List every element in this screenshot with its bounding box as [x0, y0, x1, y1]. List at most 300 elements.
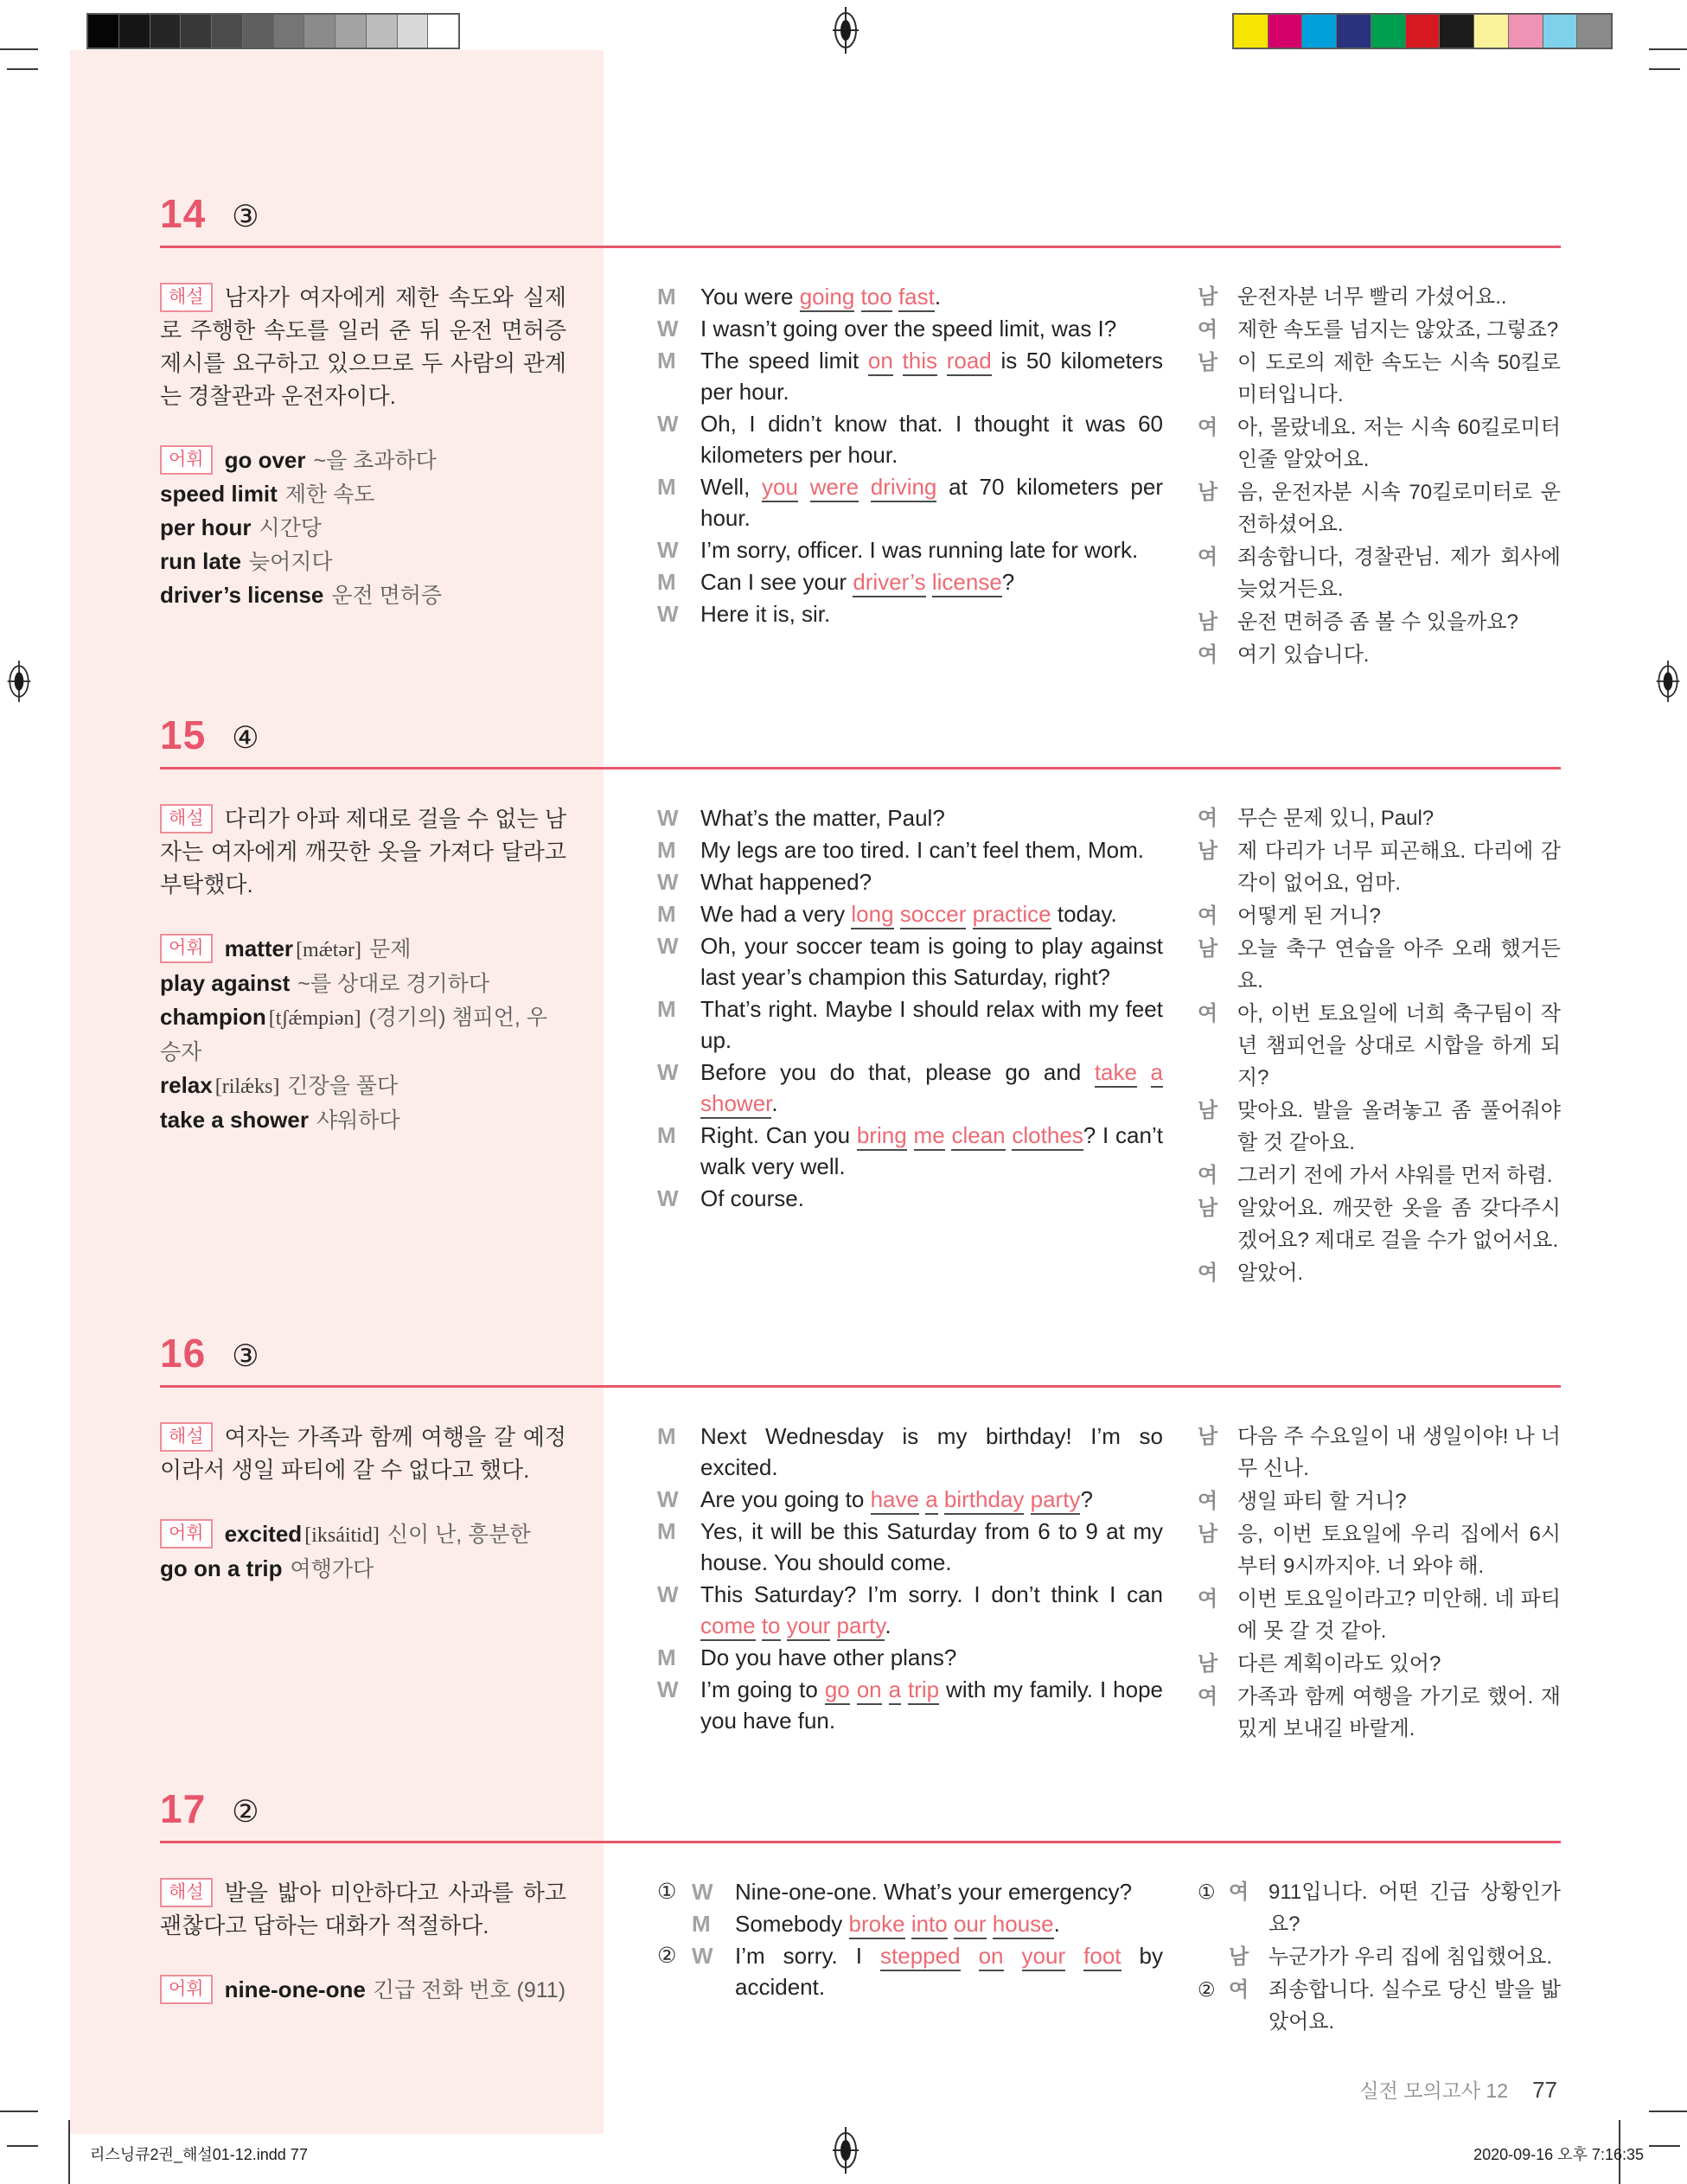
vocab-label: 어휘	[160, 1519, 213, 1549]
translation-line	[1198, 347, 1561, 411]
section-divider	[160, 1841, 1561, 1843]
translation-line	[1198, 1257, 1561, 1289]
speaker-label: M	[657, 1423, 676, 1449]
cloze-answer-word: shower	[700, 1090, 771, 1119]
translation-text: 이 도로의 제한 속도는 시속 50킬로미터입니다.	[1237, 351, 1561, 406]
cloze-answer-word: on	[857, 1676, 882, 1705]
vocab-entry	[160, 548, 333, 574]
vocab-row	[160, 477, 566, 511]
explanation-text: 해설 다리가 아파 제대로 걸을 수 없는 남자는 여자에게 깨끗한 옷을 가져다 달라고 부탁했다.	[160, 806, 566, 897]
vocab-row	[160, 1517, 566, 1552]
vocab-gloss: 늦어지다	[248, 550, 333, 574]
translation-text: 음, 운전자분 시속 70킬로미터로 운전하셨어요.	[1237, 481, 1561, 536]
dialogue-text: This Saturday? I’m sorry. I don’t think I can come to your party.	[700, 1579, 1163, 1641]
translation-text: 다음 주 수요일이 내 생일이야! 나 너무 신나.	[1237, 1425, 1561, 1480]
footer-print-timestamp: 2020-09-16 오후 7:16:35	[1473, 2146, 1644, 2163]
choice-number: ②	[1198, 1978, 1216, 2001]
grayscale-cell	[119, 15, 150, 48]
speaker-label-korean: 여	[1198, 807, 1218, 830]
vocab-row	[160, 932, 566, 967]
answer-badge: ③	[232, 1339, 259, 1373]
section-number: 16	[160, 1331, 207, 1376]
vocab-label: 어휘	[160, 1975, 213, 2004]
answer-badge: ②	[232, 1795, 259, 1829]
dialogue-text: The speed limit on this road is 50 kilometers per hour.	[700, 348, 1163, 405]
registration-mark-bottom	[830, 2127, 861, 2174]
translation-line	[1198, 998, 1561, 1094]
cloze-answer-word: me	[914, 1122, 945, 1151]
cloze-answer-word: our	[954, 1911, 987, 1939]
speaker-label-korean: 여	[1198, 1002, 1218, 1025]
grayscale-cell	[181, 15, 211, 48]
dialogue-line	[657, 802, 1163, 833]
grayscale-cell	[88, 15, 118, 48]
vocab-row	[160, 444, 566, 477]
explain-label: 해설	[160, 1422, 213, 1452]
speaker-label-korean: 남	[1198, 1652, 1218, 1676]
translation-text: 운전자분 너무 빨리 가셨어요..	[1237, 285, 1507, 309]
dialogue-column	[657, 802, 1163, 1215]
vocab-row	[160, 1103, 566, 1137]
choice-number: ①	[657, 1880, 677, 1904]
vocab-entry	[160, 1072, 398, 1098]
vocab-phonetic: [iksáitid]	[304, 1524, 380, 1547]
cloze-answer-word: road	[947, 348, 992, 376]
color-cell	[1406, 15, 1440, 48]
cloze-answer-word: soccer	[900, 901, 967, 929]
cloze-answer-word: broke	[849, 1911, 905, 1939]
vocab-entry	[160, 514, 322, 540]
vocab-entry	[160, 1555, 374, 1581]
vocab-row	[160, 1973, 566, 2007]
translation-column	[1198, 802, 1561, 1290]
translation-line	[1198, 1941, 1561, 1973]
dialogue-text: I’m going to go on a trip with my family. I hope you have fun.	[700, 1676, 1163, 1734]
section-14	[160, 187, 1561, 672]
dialogue-line	[657, 345, 1163, 407]
speaker-label: W	[692, 1879, 713, 1905]
translation-column	[1198, 281, 1561, 672]
translation-line	[1198, 802, 1561, 834]
translation-text: 무슨 문제 있니, Paul?	[1237, 807, 1435, 830]
vocab-term: take a shower	[160, 1107, 309, 1133]
trim-mark	[7, 68, 38, 70]
vocab-label: 어휘	[160, 934, 213, 963]
cloze-answer-word: to	[762, 1612, 781, 1641]
speaker-label-korean: 여	[1198, 1685, 1218, 1708]
cloze-answer-word: birthday	[944, 1486, 1025, 1515]
cloze-answer-word: have	[871, 1486, 919, 1515]
dialogue-line	[657, 834, 1163, 865]
speaker-label: M	[657, 284, 676, 310]
color-cell	[1440, 15, 1473, 48]
vocab-term: go over	[224, 447, 306, 473]
speaker-label: M	[657, 1518, 676, 1544]
cloze-answer-word: clean	[951, 1122, 1005, 1151]
cloze-answer-word: take	[1095, 1059, 1137, 1088]
translation-text: 누군가가 우리 집에 침입했어요.	[1268, 1945, 1553, 1969]
translation-line	[1198, 933, 1561, 997]
translation-line	[1198, 639, 1561, 671]
cloze-answer-word: going	[800, 284, 855, 312]
trim-mark	[1649, 68, 1680, 70]
speaker-label-korean: 여	[1198, 318, 1218, 342]
speaker-label-korean: 여	[1198, 904, 1218, 928]
translation-line	[1198, 1192, 1561, 1256]
translation-line	[1198, 281, 1561, 313]
cloze-answer-word: a	[1151, 1059, 1163, 1088]
trim-mark	[0, 2111, 38, 2112]
vocab-row	[160, 1552, 566, 1586]
cloze-answer-word: into	[911, 1911, 948, 1939]
cloze-answer-word: long	[851, 901, 893, 929]
answer-key-sections	[160, 187, 1561, 2104]
vocab-row	[160, 967, 566, 1000]
speaker-label: M	[657, 996, 676, 1022]
registration-mark-top	[830, 7, 861, 54]
section-number: 14	[160, 191, 207, 236]
explanation-column	[160, 1876, 566, 2007]
dialogue-text: Here it is, sir.	[700, 601, 831, 627]
cloze-answer-word: a	[925, 1486, 937, 1515]
cloze-answer-word: fast	[898, 284, 935, 312]
translation-line	[1198, 1974, 1561, 2038]
dialogue-line	[657, 534, 1163, 565]
speaker-label-korean: 여	[1198, 1164, 1218, 1187]
translation-text: 911입니다. 어떤 긴급 상황인가요?	[1268, 1881, 1561, 1936]
dialogue-text: What happened?	[700, 869, 872, 895]
speaker-label-korean: 남	[1198, 1425, 1218, 1448]
cloze-answer-word: stepped	[880, 1943, 961, 1971]
explanation-column	[160, 802, 566, 1137]
trim-mark	[68, 2120, 70, 2184]
translation-line	[1198, 1648, 1561, 1680]
vocab-gloss: 신이 난, 흥분한	[387, 1523, 531, 1547]
translation-text: 죄송합니다. 실수로 당신 발을 밟았어요.	[1268, 1978, 1561, 2034]
translation-line	[1198, 412, 1561, 476]
color-calibration-bar	[1232, 13, 1613, 49]
vocab-entry	[225, 1521, 531, 1547]
trim-mark	[1649, 48, 1687, 50]
choice-number: ②	[657, 1944, 677, 1968]
vocab-term: run late	[160, 548, 241, 574]
speaker-label: M	[657, 348, 676, 374]
vocab-term: go on a trip	[160, 1555, 283, 1581]
cloze-answer-word: party	[1031, 1486, 1081, 1515]
translation-line	[1198, 900, 1561, 932]
translation-line	[1198, 1583, 1561, 1647]
speaker-label-korean: 여	[1198, 416, 1218, 439]
cloze-answer-word: on	[979, 1943, 1004, 1971]
speaker-label: W	[692, 1943, 713, 1969]
vocab-term: speed limit	[160, 481, 278, 507]
dialogue-line	[657, 1908, 1163, 1939]
translation-line	[1198, 476, 1561, 540]
dialogue-text: That’s right. Maybe I should relax with my feet up.	[700, 996, 1163, 1053]
vocab-gloss: 시간당	[259, 516, 322, 540]
registration-mark-left	[5, 661, 33, 702]
cloze-answer-word: license	[932, 569, 1002, 597]
dialogue-text: Next Wednesday is my birthday! I’m so excited.	[700, 1423, 1163, 1480]
dialogue-line	[657, 1642, 1163, 1673]
grayscale-calibration-bar	[86, 13, 460, 49]
grayscale-cell	[428, 15, 458, 48]
vocabulary-list	[160, 444, 566, 612]
vocab-row	[160, 1000, 566, 1069]
dialogue-text: Nine-one-one. What’s your emergency?	[735, 1879, 1133, 1905]
dialogue-text: I wasn’t going over the speed limit, was I?	[700, 316, 1117, 342]
dialogue-text: Somebody broke into our house.	[735, 1908, 1163, 1939]
cloze-answer-word: this	[903, 348, 937, 376]
translation-line	[1198, 1485, 1561, 1517]
grayscale-cell	[304, 15, 335, 48]
speaker-label-korean: 여	[1198, 1261, 1218, 1285]
vocab-row	[160, 511, 566, 545]
color-cell	[1302, 15, 1336, 48]
vocab-entry	[225, 1976, 566, 2002]
dialogue-text: Yes, it will be this Saturday from 6 to 9 at my house. You should come.	[700, 1518, 1163, 1575]
grayscale-cell	[243, 15, 273, 48]
translation-line	[1198, 835, 1561, 899]
vocab-gloss: 여행가다	[290, 1557, 374, 1581]
vocab-gloss: ~을 초과하다	[313, 449, 437, 473]
cloze-answer-word: come	[700, 1612, 756, 1641]
translation-text: 오늘 축구 연습을 아주 오래 했거든요.	[1237, 937, 1561, 993]
speaker-label-korean: 남	[1229, 1945, 1249, 1969]
book-section-label: 실전 모의고사 12	[1359, 2079, 1509, 2102]
cloze-answer-word: too	[861, 284, 892, 312]
cloze-answer-word: bring	[857, 1122, 907, 1151]
explanation-text: 해설 여자는 가족과 함께 여행을 갈 예정이라서 생일 파티에 갈 수 없다고 했다.	[160, 1424, 566, 1483]
choice-number	[657, 1908, 692, 1939]
dialogue-line	[657, 993, 1163, 1056]
vocab-entry	[160, 1004, 547, 1064]
speaker-label-korean: 남	[1198, 610, 1218, 634]
color-cell	[1268, 15, 1302, 48]
cloze-answer-word: driving	[871, 474, 937, 502]
dialogue-line	[657, 1120, 1163, 1182]
vocab-gloss: 제한 속도	[284, 482, 375, 507]
speaker-label: M	[692, 1911, 711, 1937]
translation-text: 운전 면허증 좀 볼 수 있을까요?	[1237, 610, 1518, 634]
vocab-gloss: ~를 상대로 경기하다	[297, 972, 489, 996]
dialogue-text: You were going too fast.	[700, 281, 1163, 312]
grayscale-cell	[274, 15, 304, 48]
vocab-gloss: 긴급 전화 번호 (911)	[373, 1978, 566, 2002]
dialogue-text: Do you have other plans?	[700, 1644, 957, 1670]
translation-text: 가족과 함께 여행을 가기로 했어. 재밌게 보내길 바랄게.	[1237, 1685, 1561, 1740]
cloze-answer-word: go	[825, 1676, 850, 1705]
vocab-gloss: (경기의) 챔피언, 우승자	[160, 1006, 547, 1064]
dialogue-text: I’m sorry. I stepped on your foot by accident.	[735, 1943, 1163, 2000]
explanation-text: 해설 남자가 여자에게 제한 속도와 실제로 주행한 속도를 일러 준 뒤 운전 면허증 제시를 요구하고 있으므로 두 사람의 관계는 경찰관과 운전자이다.	[160, 284, 567, 409]
speaker-label: W	[657, 316, 679, 342]
explanation-text: 해설 발을 밟아 미안하다고 사과를 하고 괜찮다고 답하는 대화가 적절하다.	[160, 1880, 566, 1938]
dialogue-line	[657, 1484, 1163, 1515]
speaker-label-korean: 여	[1229, 1978, 1249, 2002]
page-number: 77	[1532, 2077, 1557, 2103]
dialogue-text: We had a very long soccer practice today.	[700, 898, 1163, 929]
dialogue-column	[657, 1421, 1163, 1737]
cloze-answer-word: your	[787, 1612, 831, 1641]
vocab-phonetic: [mǽtər]	[296, 939, 362, 961]
cloze-answer-word: practice	[973, 901, 1051, 929]
vocab-gloss: 문제	[369, 937, 412, 961]
section-number: 17	[160, 1786, 207, 1831]
vocab-term: per hour	[160, 514, 252, 540]
translation-column	[1198, 1421, 1561, 1746]
dialogue-text: Are you going to have a birthday party?	[700, 1484, 1163, 1515]
speaker-label: M	[657, 1122, 676, 1148]
dialogue-text: What’s the matter, Paul?	[700, 805, 945, 831]
vocab-term: relax	[160, 1072, 213, 1098]
translation-text: 응, 이번 토요일에 우리 집에서 6시부터 9시까지야. 너 와야 해.	[1237, 1523, 1561, 1578]
explain-label: 해설	[160, 1878, 213, 1907]
dialogue-line	[657, 898, 1163, 929]
speaker-label: W	[657, 537, 679, 563]
section-divider	[160, 1385, 1561, 1388]
dialogue-line	[657, 1057, 1163, 1119]
section-15	[160, 708, 1561, 1290]
grayscale-cell	[212, 15, 242, 48]
speaker-label-korean: 남	[1198, 1197, 1218, 1220]
vocab-row	[160, 578, 566, 612]
section-header	[160, 187, 1561, 236]
translation-text: 알았어.	[1237, 1261, 1304, 1285]
dialogue-text: Of course.	[700, 1185, 804, 1211]
speaker-label: W	[657, 1185, 679, 1211]
section-divider	[160, 767, 1561, 770]
speaker-label-korean: 여	[1198, 643, 1218, 667]
translation-text: 아, 이번 토요일에 너희 축구팀이 작년 챔피언을 상대로 시합을 하게 되지?	[1237, 1002, 1561, 1089]
cloze-answer-word: on	[868, 348, 893, 376]
speaker-label: W	[657, 1486, 679, 1512]
speaker-label-korean: 남	[1198, 1099, 1218, 1122]
cloze-answer-word: trip	[908, 1676, 939, 1705]
cloze-answer-word: your	[1022, 1943, 1066, 1971]
translation-text: 이번 토요일이라고? 미안해. 네 파티에 못 갈 것 같아.	[1237, 1587, 1561, 1643]
vocab-gloss: 샤워하다	[316, 1108, 400, 1133]
trim-mark	[0, 48, 38, 50]
answer-badge: ④	[232, 721, 259, 755]
vocab-entry	[160, 1107, 400, 1133]
color-cell	[1543, 15, 1577, 48]
page-label-row	[160, 2075, 1561, 2104]
translation-line	[1198, 606, 1561, 638]
speaker-label: M	[657, 837, 676, 863]
dialogue-column	[657, 1876, 1163, 2003]
vocab-entry	[225, 447, 437, 473]
color-cell	[1337, 15, 1371, 48]
vocabulary-list	[160, 1517, 566, 1586]
speaker-label: M	[657, 474, 676, 500]
vocab-entry	[225, 936, 412, 961]
vocab-gloss: 긴장을 풀다	[287, 1074, 399, 1098]
vocabulary-list	[160, 1973, 566, 2007]
translation-line	[1198, 541, 1561, 605]
speaker-label: W	[657, 601, 679, 627]
grayscale-cell	[335, 15, 366, 48]
translation-line	[1198, 1159, 1561, 1191]
translation-line	[1198, 1876, 1561, 1940]
color-cell	[1371, 15, 1405, 48]
speaker-label: W	[657, 1059, 679, 1085]
dialogue-line	[657, 313, 1163, 344]
speaker-label-korean: 여	[1198, 546, 1218, 569]
grayscale-cell	[150, 15, 181, 48]
speaker-label: W	[657, 805, 679, 831]
speaker-label-korean: 남	[1198, 285, 1218, 309]
cloze-answer-word: party	[837, 1612, 885, 1641]
dialogue-text: I’m sorry, officer. I was running late for work.	[700, 537, 1139, 563]
translation-line	[1198, 1518, 1561, 1582]
vocab-row	[160, 1069, 566, 1103]
answer-badge: ③	[232, 200, 259, 233]
speaker-label-korean: 여	[1198, 1587, 1218, 1611]
translation-text: 그러기 전에 가서 샤워를 먼저 하렴.	[1237, 1164, 1553, 1187]
section-header	[160, 1782, 1561, 1829]
vocab-entry	[160, 582, 442, 608]
speaker-label-korean: 남	[1198, 840, 1218, 863]
vocab-term: driver’s license	[160, 582, 324, 608]
cloze-answer-word: driver’s	[853, 569, 925, 597]
color-cell	[1234, 15, 1268, 48]
translation-line	[1198, 1681, 1561, 1745]
dialogue-line	[657, 1183, 1163, 1214]
section-16	[160, 1326, 1561, 1746]
dialogue-text: My legs are too tired. I can’t feel them, Mom.	[700, 837, 1144, 863]
speaker-label-korean: 남	[1198, 937, 1218, 961]
grayscale-cell	[398, 15, 428, 48]
section-header	[160, 1326, 1561, 1376]
choice-number	[1198, 1941, 1229, 1973]
translation-line	[1198, 1095, 1561, 1159]
trim-mark	[7, 2145, 38, 2147]
dialogue-text: Well, you were driving at 70 kilometers per hour.	[700, 474, 1163, 531]
explanation-column	[160, 281, 566, 612]
vocab-label: 어휘	[160, 445, 213, 475]
translation-line	[1198, 1421, 1561, 1485]
vocab-phonetic: [tʃǽmpiən]	[268, 1007, 361, 1030]
dialogue-line	[657, 566, 1163, 597]
translation-text: 제한 속도를 넘지는 않았죠, 그렇죠?	[1237, 318, 1559, 342]
section-header	[160, 708, 1561, 755]
cloze-answer-word: were	[810, 474, 859, 502]
translation-text: 다른 계획이라도 있어?	[1237, 1652, 1441, 1676]
speaker-label-korean: 남	[1198, 481, 1218, 504]
dialogue-text: Right. Can you bring me clean clothes? I can’t walk very well.	[700, 1122, 1163, 1179]
dialogue-line	[657, 1876, 1163, 1907]
translation-text: 맞아요. 발을 올려놓고 좀 풀어줘야 할 것 같아요.	[1237, 1099, 1561, 1154]
vocab-term: matter	[224, 936, 294, 961]
speaker-label: W	[657, 1581, 679, 1607]
color-cell	[1577, 15, 1611, 48]
color-cell	[1474, 15, 1508, 48]
vocab-entry	[160, 970, 489, 996]
cloze-answer-word: a	[889, 1676, 901, 1705]
dialogue-text: Can I see your driver’s license?	[700, 566, 1163, 597]
explanation-column	[160, 1421, 566, 1586]
vocab-term: excited	[224, 1521, 303, 1547]
vocab-entry	[160, 481, 374, 507]
vocab-term: play against	[160, 970, 291, 996]
section-17	[160, 1782, 1561, 2039]
translation-text: 죄송합니다, 경찰관님. 제가 회사에 늦었거든요.	[1237, 546, 1561, 601]
speaker-label: W	[657, 411, 679, 437]
dialogue-column	[657, 281, 1163, 630]
explain-label: 해설	[160, 804, 213, 833]
explain-label: 해설	[160, 283, 213, 312]
